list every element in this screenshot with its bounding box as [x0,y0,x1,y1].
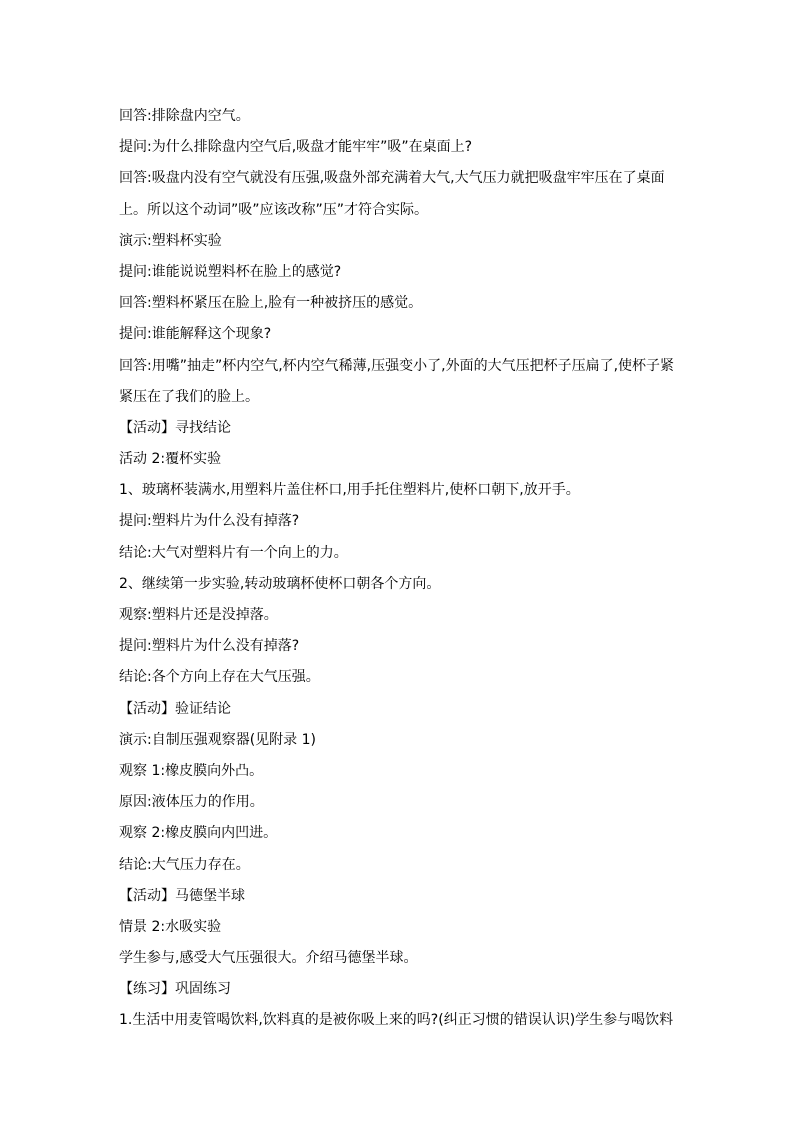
activity-line: 活动 2:覆杯实验 [119,451,222,468]
observation-line: 观察 1:橡皮膜向外凸。 [119,762,264,779]
step-line: 2、继续第一步实验,转动玻璃杯使杯口朝各个方向。 [119,575,441,592]
question-line: 提问:为什么排除盘内空气后,吸盘才能牢牢”吸”在桌面上? [119,139,473,156]
question-line: 提问:塑料片为什么没有掉落? [119,513,300,530]
answer-line: 回答:吸盘内没有空气就没有压强,吸盘外部充满着大气,大气压力就把吸盘牢牢压在了桌面 [119,170,665,187]
answer-line: 回答:用嘴”抽走”杯内空气,杯内空气稀薄,压强变小了,外面的大气压把杯子压扁了,使杯子紧 [119,357,675,374]
answer-line: 回答:塑料杯紧压在脸上,脸有一种被挤压的感觉。 [119,295,423,312]
question-line: 提问:谁能解释这个现象? [119,326,272,343]
activity-heading: 【活动】马德堡半球 [119,887,245,904]
question-line: 提问:塑料片为什么没有掉落? [119,638,300,655]
observation-line: 观察 2:橡皮膜向内凹进。 [119,825,278,842]
question-line: 提问:谁能说说塑料杯在脸上的感觉? [119,263,342,280]
conclusion-line: 结论:各个方向上存在大气压强。 [119,669,320,686]
answer-line: 回答:排除盘内空气。 [119,108,250,124]
exercise-line: 1.生活中用麦管喝饮料,饮料真的是被你吸上来的吗?(纠正习惯的错误认识)学生参与喝饮料 [119,1012,674,1029]
observation-line: 观察:塑料片还是没掉落。 [119,607,278,623]
demo-line: 演示:自制压强观察器(见附录 1) [119,731,316,748]
document-body [119,101,679,1037]
answer-continuation-line: 紧压在了我们的脸上。 [119,388,259,405]
step-line: 1、玻璃杯装满水,用塑料片盖住杯口,用手托住塑料片,使杯口朝下,放开手。 [119,482,580,499]
scenario-line: 情景 2:水吸实验 [119,918,222,935]
activity-heading: 【活动】寻找结论 [119,419,231,436]
reason-line: 原因:液体压力的作用。 [119,794,264,811]
demo-line: 演示:塑料杯实验 [119,232,222,249]
conclusion-line: 结论:大气对塑料片有一个向上的力。 [119,544,348,561]
activity-heading: 【活动】验证结论 [119,700,231,717]
answer-continuation-line: 上。所以这个动词”吸”应该改称”压”才符合实际。 [119,201,429,218]
description-line: 学生参与,感受大气压强很大。介绍马德堡半球。 [119,950,418,967]
conclusion-line: 结论:大气压力存在。 [119,856,250,873]
exercise-heading: 【练习】巩固练习 [119,981,231,998]
